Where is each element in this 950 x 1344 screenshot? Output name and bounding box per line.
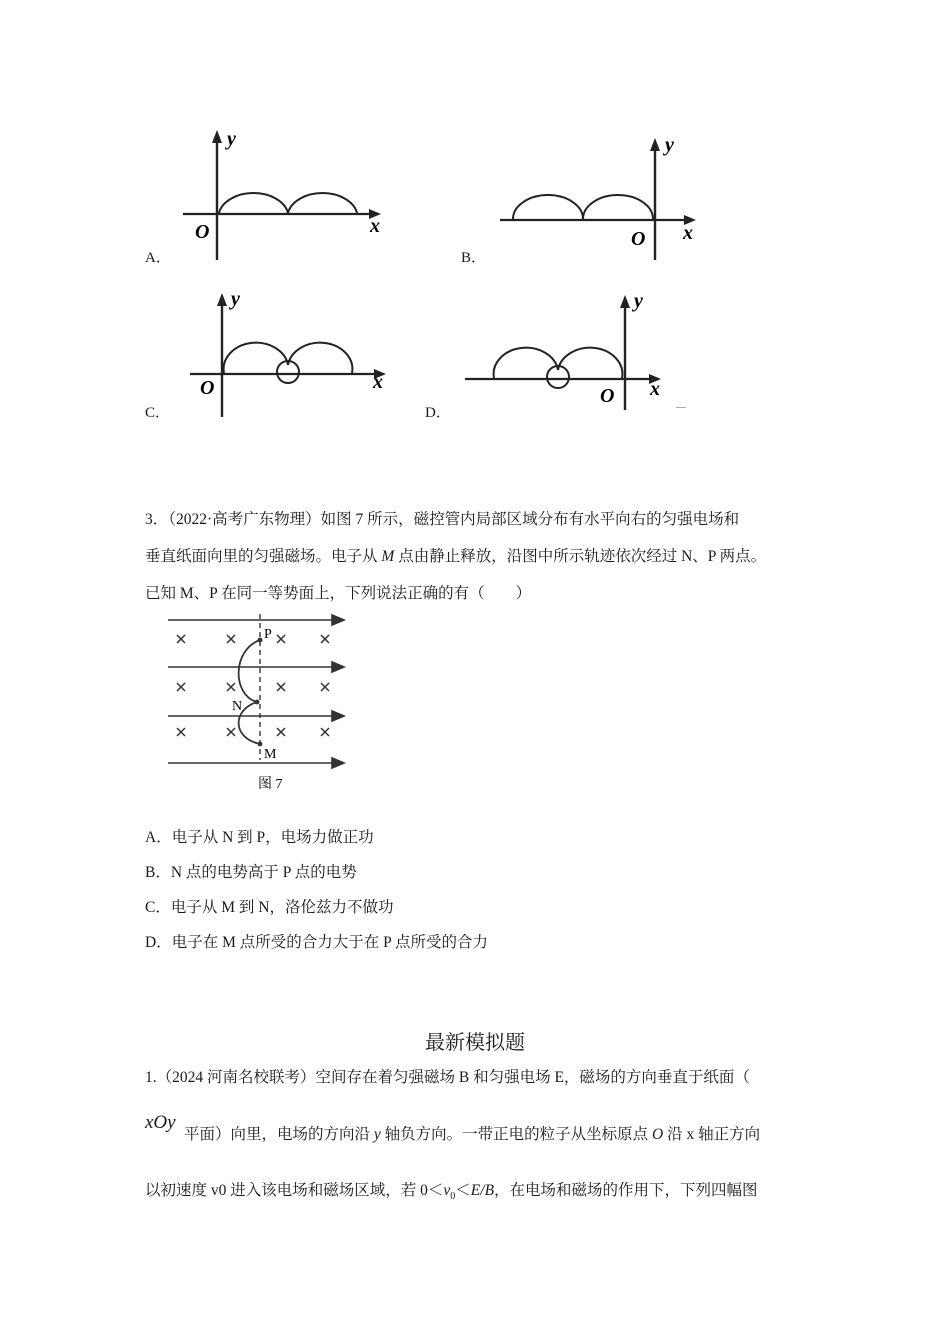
q1-line-1: 1.（2024 河南名校联考）空间存在着匀强磁场 B 和匀强电场 E，磁场的方向垂直于纸面（ xyxy=(145,1069,750,1086)
option-b-diagram xyxy=(495,125,710,265)
section-title: 最新模拟题 xyxy=(425,1032,525,1054)
option-c-diagram xyxy=(185,285,400,420)
q1-xoy-formula: xOy xyxy=(145,1112,176,1133)
x-axis-label: x xyxy=(683,222,693,244)
q3-line-3: 已知 M、P 在同一等势面上，下列说法正确的有（ ） xyxy=(145,585,532,602)
q3-option-c: C．电子从 M 到 N，洛伦兹力不做功 xyxy=(145,899,394,916)
option-b-label: B． xyxy=(461,250,487,266)
q1-line-3: 以初速度 v0 进入该电场和磁场区域，若 $0<v_0<E/B$，在电场和磁场的作用下，下列四幅图 xyxy=(145,1182,758,1203)
q1-line-2: 平面）向里，电场的方向沿 y 轴负方向。一带正电的粒子从坐标原点 O 沿 x 轴正方向 xyxy=(184,1126,761,1143)
figure-caption: 图 7 xyxy=(258,777,283,792)
y-axis-label: y xyxy=(231,288,240,310)
x-axis-label: x xyxy=(650,378,660,400)
origin-label: O xyxy=(195,221,210,243)
option-d-diagram xyxy=(460,285,685,415)
figure-7 xyxy=(160,610,375,795)
origin-label: O xyxy=(631,228,646,250)
y-axis-label: y xyxy=(665,134,674,156)
q3-option-b: B．N 点的电势高于 P 点的电势 xyxy=(145,864,357,881)
option-d-label: D． xyxy=(425,405,451,421)
option-c-label: C． xyxy=(145,405,171,421)
option-a-label: A． xyxy=(145,250,171,266)
x-axis-label: x xyxy=(370,215,380,237)
q3-line-2: 垂直纸面向里的匀强磁场。电子从 M 点由静止释放，沿图中所示轨迹依次经过 N、P 两点。 xyxy=(145,548,767,565)
option-a-diagram xyxy=(175,125,395,265)
q3-option-a: A．电子从 N 到 P，电场力做正功 xyxy=(145,829,374,846)
point-n-label: N xyxy=(232,699,243,714)
origin-label: O xyxy=(600,385,615,407)
y-axis-label: y xyxy=(227,128,236,150)
point-m-label: M xyxy=(264,747,277,762)
q3-option-d: D．电子在 M 点所受的合力大于在 P 点所受的合力 xyxy=(145,934,489,951)
origin-label: O xyxy=(200,377,215,399)
scan-artifact xyxy=(676,407,686,408)
y-axis-label: y xyxy=(634,290,643,312)
x-axis-label: x xyxy=(373,371,383,393)
q3-line-1: 3．（2022·高考广东物理）如图 7 所示，磁控管内局部区域分布有水平向右的匀强电场和 xyxy=(145,511,740,528)
point-p-label: P xyxy=(264,627,272,642)
